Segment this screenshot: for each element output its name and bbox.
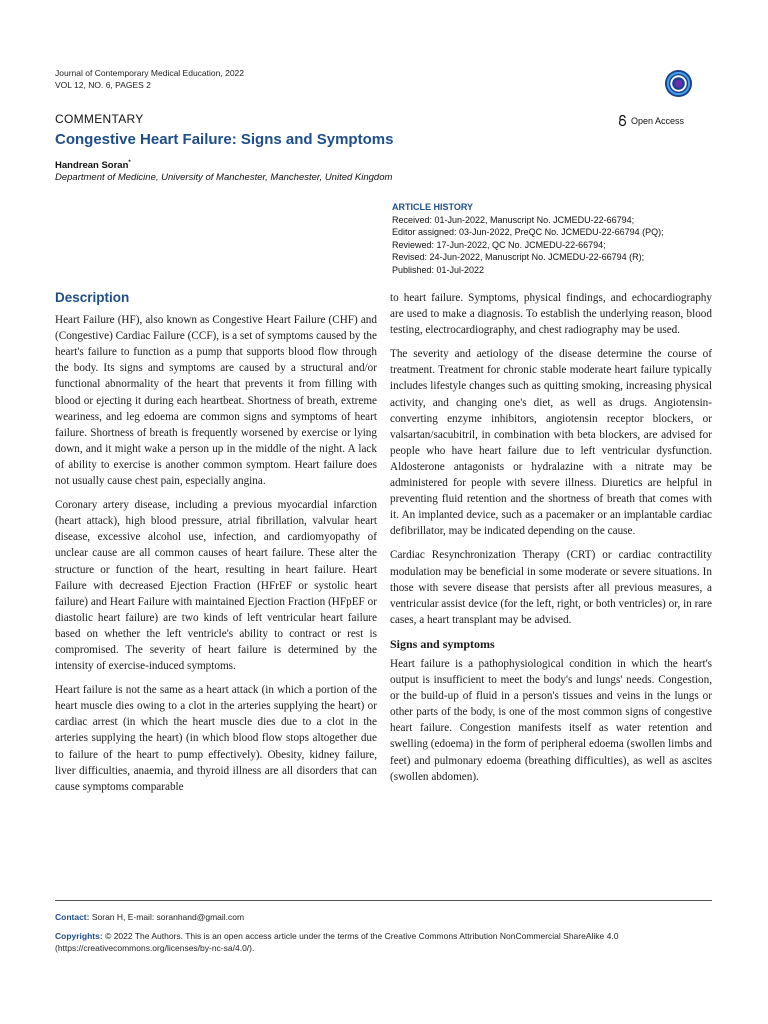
copyright-label: Copyrights:	[55, 931, 103, 941]
author-text: Handrean Soran	[55, 160, 129, 172]
paragraph-5: The severity and aetiology of the disease determine the course of treatment. Treatment for chronic stable moderate heart failure typically includes lifestyle changes such as quitting smoking, increasing physical activity, and changing one's diet, as well as drugs. Angiotensin-converting enzyme inhibitors, angiotensin receptor blockers, or valsartan/sacubitril, in combination with beta blockers, are advised for people who have heart failure due to left ventricular dysfunction. Aldosterone antagonists or hydralazine with a nitrate may be administered for people with severe illness. Diuretics are helpful in preventing fluid retention and the shortness of breath that comes with it. An implanted device, such as a pacemaker or an implantable cardiac defibrillator, may be indicated depending on the cause.	[390, 348, 712, 538]
paragraph-6: Cardiac Resynchronization Therapy (CRT) or cardiac contractility modulation may be beneficial in some moderate or severe situations. In those with severe disease that persists after all previous measures, a ventricular assist device (for the left, right, or both ventricles) or, in rare cases, a heart transplant may be advised.	[390, 549, 712, 626]
footer-divider	[55, 900, 712, 901]
description-heading: Description	[55, 290, 130, 305]
section-label: COMMENTARY	[55, 112, 144, 126]
author-name	[55, 160, 131, 171]
history-reviewed: Reviewed: 17-Jun-2022, QC No. JCMEDU-22-66794;	[392, 239, 606, 250]
history-published: Published: 01-Jul-2022	[392, 264, 485, 275]
journal-volume: VOL 12, NO. 6, PAGES 2	[55, 80, 151, 90]
article-history	[392, 201, 722, 276]
paragraph-1: Heart Failure (HF), also known as Congestive Heart Failure (CHF) and (Congestive) Cardiac Failure (CCF), is a set of symptoms caused by the heart's failure to function as a pump that supports blood flow through the body. Its signs and symptoms are caused by a structural and/or functional abnormality of the heart that prevents it from filling with blood or ejecting it during each heartbeat. Shortness of breath, extreme weariness, and leg edoema are common signs and symptoms of heart failure. Shortness of breath is frequently worsened by exercise or lying down, and it might wake a person up in the middle of the night. A lack of ability to exercise is another common symptom. Heart failure does not usually cause chest pain, especially angina.	[55, 314, 377, 488]
right-column	[390, 290, 712, 793]
open-lock-icon	[618, 115, 627, 126]
history-received: Received: 01-Jun-2022, Manuscript No. JCMEDU-22-66794;	[392, 214, 635, 225]
history-editor-assigned: Editor assigned: 03-Jun-2022, PreQC No. JCMEDU-22-66794 (PQ);	[392, 227, 664, 237]
contact-text[interactable]: Soran H, E-mail: soranhand@gmail.com	[89, 912, 245, 922]
left-column	[55, 290, 377, 803]
journal-name: Journal of Contemporary Medical Education, 2022	[55, 68, 244, 78]
history-revised: Revised: 24-Jun-2022, Manuscript No. JCMEDU-22-66794 (R);	[392, 252, 645, 262]
article-title: Congestive Heart Failure: Signs and Symptoms	[55, 131, 394, 148]
signs-symptoms-heading: Signs and symptoms	[390, 636, 495, 651]
paragraph-7: Heart failure is a pathophysiological condition in which the heart's output is insufficient to meet the body's and lungs' needs. Congestion, or the build-up of fluid in a person's tissues and veins in the lungs or other parts of the body, is one of the most common signs of congestive heart failure. Congestion manifests itself as water retention and swelling (edoema) in the form of peripheral edoema (swollen limbs and feet) and pulmonary edoema (breathing difficulties), as well as ascites (swollen abdomen).	[390, 657, 712, 783]
journal-logo-icon	[664, 69, 693, 98]
author-mark: *	[128, 160, 131, 166]
open-access-badge	[618, 115, 684, 126]
paragraph-3: Heart failure is not the same as a heart attack (in which a portion of the heart muscle dies owing to a clot in the arteries supplying the heart) or cardiac arrest (in which the heart muscle dies due to a clot in the arteries supplying the heart) (in which blood flow stops altogether due to failure of the heart to pump effectively). Obesity, kidney failure, liver difficulties, anaemia, and thyroid illness are all disorders that can cause symptoms comparable	[55, 684, 377, 793]
paragraph-4: to heart failure. Symptoms, physical findings, and echocardiography are used to make a diagnosis. To establish the underlying reason, blood testing, electrocardiography, and chest radiography may be used.	[390, 292, 712, 337]
copyright-text: © 2022 The Authors. This is an open access article under the terms of the Creative Commons Attribution NonCommercial ShareAlike 4.0 (https://creativecommons.org/licenses/by-nc-sa/4.0/).	[55, 931, 619, 953]
contact-label: Contact:	[55, 912, 90, 922]
copyright-line	[55, 930, 715, 954]
article-history-heading: ARTICLE HISTORY	[392, 202, 474, 212]
contact-line	[55, 912, 244, 922]
paragraph-2: Coronary artery disease, including a previous myocardial infarction (heart attack), high blood pressure, atrial fibrillation, valvular heart disease, excessive alcohol use, infection, and cardiomyopathy of unclear cause are all common causes of heart failure. These alter the structure or function of the heart, resulting in heart failure. Heart Failure with decreased Ejection Fraction (HFrEF or systolic heart failure) and Heart Failure with maintained Ejection Fraction (HFpEF or diastolic heart failure) are two kinds of left ventricular heart failure based on whether the left ventricle's ability to contract or rest is compromised. The severity of heart failure is determined by the intensity of exercise-induced symptoms.	[55, 499, 377, 673]
open-access-label: Open Access	[631, 115, 685, 126]
author-affiliation: Department of Medicine, University of Manchester, Manchester, United Kingdom	[55, 172, 393, 183]
